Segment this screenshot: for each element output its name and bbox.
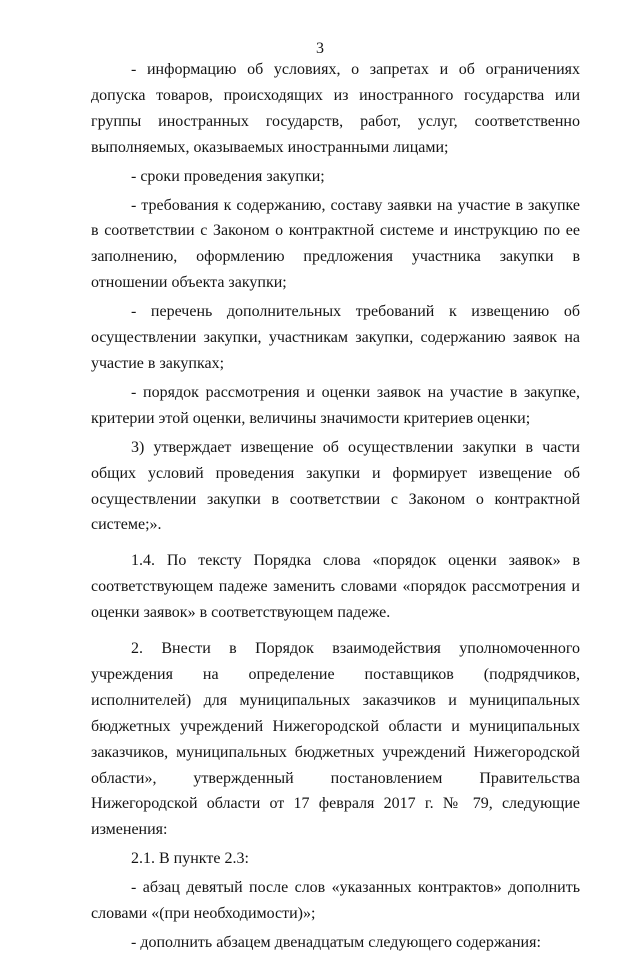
- paragraph-twelfth-indent: - дополнить абзацем двенадцатым следующего содержания:: [131, 934, 541, 951]
- paragraph-procurement-deadlines: - сроки проведения закупки;: [131, 167, 325, 185]
- document-body: [91, 57, 580, 956]
- paragraph-clause-2-1: 2.1. В пункте 2.3:: [131, 850, 249, 868]
- paragraph-evaluation-procedure: - порядок рассмотрения и оценки заявок на участие в закупке, критерии этой оценки, величины значимости критериев оценки;: [91, 383, 580, 427]
- paragraph-ninth-indent: - абзац девятый после слов «указанных контрактов» дополнить словами «(при необходимости)»;: [91, 879, 580, 923]
- paragraph-clause-2: 2. Внести в Порядок взаимодействия уполномоченного учреждения на определение поставщиков (подрядчиков, исполнителей) для муниципальных заказчиков и муниципальных бюджетных учреждений Нижегородской области и муниципальных заказчиков, муниципальных бюджетных учреждений Нижегородской области», утвержденный постановлением Правительства Нижегородской области от 17 февраля 2017 г. № 79, следующие изменения:: [91, 640, 580, 839]
- paragraph-foreign-goods-conditions: - информацию об условиях, о запретах и об ограничениях допуска товаров, происходящих из иностранного государства или группы иностранных государств, работ, услуг, соответственно выполняемых, оказываемых иностранными лицами;: [91, 61, 580, 156]
- paragraph-additional-requirements: - перечень дополнительных требований к извещению об осуществлении закупки, участникам закупки, содержанию заявок на участие в закупках;: [91, 303, 580, 372]
- paragraph-clause-1-4: 1.4. По тексту Порядка слова «порядок оценки заявок» в соответствующем падеже заменить словами «порядок рассмотрения и оценки заявок» в соответствующем падеже.: [91, 552, 580, 622]
- paragraph-item-3: 3) утверждает извещение об осуществлении закупки в части общих условий проведения закупки и формирует извещение об осуществлении закупки в соответствии с Законом о контрактной системе;».: [91, 438, 580, 534]
- page-number: 3: [316, 40, 324, 57]
- paragraph-application-requirements: - требования к содержанию, составу заявки на участие в закупке в соответствии с Законом о контрактной системе и инструкцию по ее заполнению, оформлению предложения участника закупки в отношении объекта закупки;: [91, 196, 580, 292]
